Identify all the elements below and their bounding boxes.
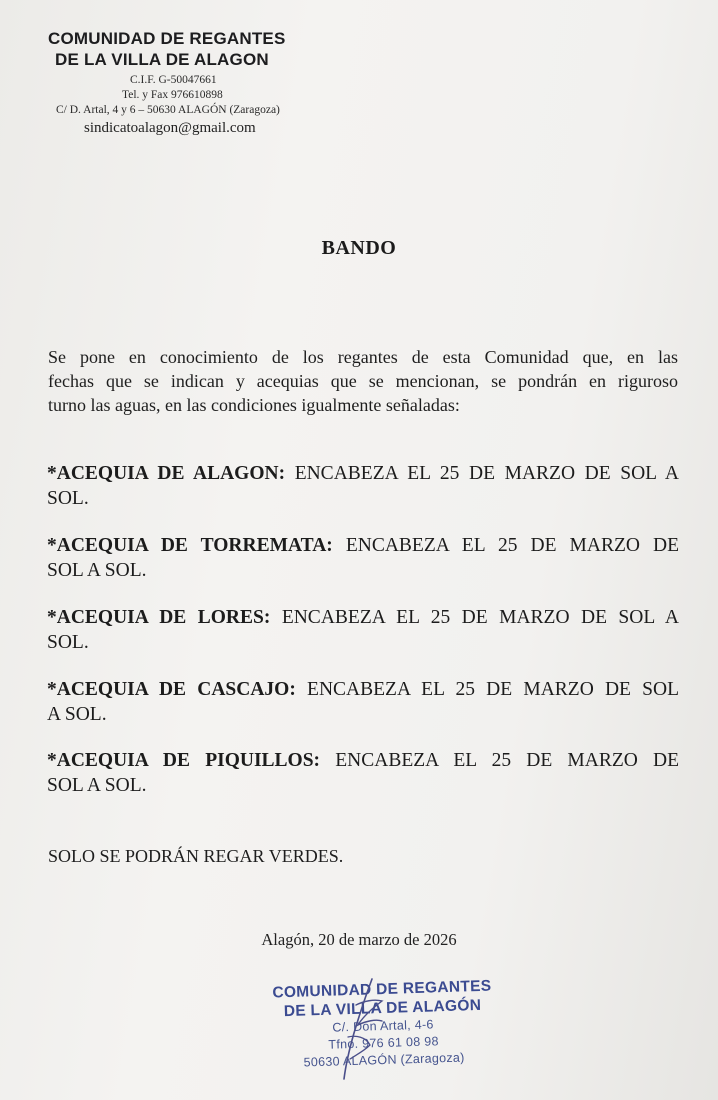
acequia-name: *ACEQUIA DE TORREMATA: <box>47 535 333 556</box>
letterhead-phone: Tel. y Fax 976610898 <box>122 89 223 101</box>
intro-line: Se pone en conocimiento de los regantes de esta Comunidad que, en las <box>48 347 678 367</box>
letterhead-name-line1: COMUNIDAD DE REGANTES <box>48 29 286 48</box>
acequia-schedule-cont: SOL A SOL. <box>47 775 147 796</box>
letterhead <box>48 28 338 137</box>
acequia-name: *ACEQUIA DE PIQUILLOS: <box>47 750 321 771</box>
document-title: BANDO <box>321 237 397 259</box>
stamp-city: 50630 ALAGÓN (Zaragoza) <box>303 1050 465 1070</box>
acequia-item-torremata <box>47 533 679 583</box>
acequia-name: *ACEQUIA DE ALAGON: <box>47 463 286 484</box>
acequia-item-lores <box>47 605 679 655</box>
watering-notice: SOLO SE PODRÁN REGAR VERDES. <box>48 846 344 866</box>
acequia-schedule-cont: SOL A SOL. <box>47 560 147 581</box>
intro-line: turno las aguas, en las condiciones igualmente señaladas: <box>48 395 460 415</box>
acequia-schedule: ENCABEZA EL 25 DE MARZO DE SOL A <box>281 607 679 628</box>
acequia-item-cascajo <box>47 677 679 727</box>
acequia-schedule-cont: A SOL. <box>47 704 107 725</box>
acequia-item-alagon <box>47 461 679 511</box>
stamp-address: C/. Don Artal, 4-6 <box>332 1017 434 1035</box>
acequia-schedule: ENCABEZA EL 25 DE MARZO DE <box>335 750 679 771</box>
intro-line: fechas que se indican y acequias que se mencionan, se pondrán en riguroso <box>48 371 678 391</box>
acequia-schedule-cont: SOL. <box>47 632 89 653</box>
document-date: Alagón, 20 de marzo de 2026 <box>261 930 457 949</box>
acequia-schedule-cont: SOL. <box>47 488 89 509</box>
stamp-name-line1: COMUNIDAD DE REGANTES <box>272 977 492 1002</box>
letterhead-email: sindicatoalagon@gmail.com <box>84 120 256 136</box>
stamp-phone: Tfno. 976 61 08 98 <box>328 1034 439 1052</box>
acequia-schedule: ENCABEZA EL 25 DE MARZO DE SOL A <box>294 463 679 484</box>
acequia-item-piquillos <box>47 748 679 798</box>
acequia-schedule: ENCABEZA EL 25 DE MARZO DE <box>345 535 680 556</box>
letterhead-cif: C.I.F. G-50047661 <box>130 74 217 86</box>
acequia-name: *ACEQUIA DE CASCAJO: <box>47 679 296 700</box>
letterhead-address: C/ D. Artal, 4 y 6 – 50630 ALAGÓN (Zaragoza) <box>56 104 280 116</box>
letterhead-name-line2: DE LA VILLA DE ALAGON <box>55 50 269 69</box>
acequia-schedule: ENCABEZA EL 25 DE MARZO DE SOL <box>307 679 679 700</box>
handwritten-signature <box>320 975 400 1085</box>
intro-paragraph <box>48 345 678 417</box>
stamp-name-line2: DE LA VILLA DE ALAGÓN <box>283 996 482 1021</box>
acequia-name: *ACEQUIA DE LORES: <box>47 607 271 628</box>
